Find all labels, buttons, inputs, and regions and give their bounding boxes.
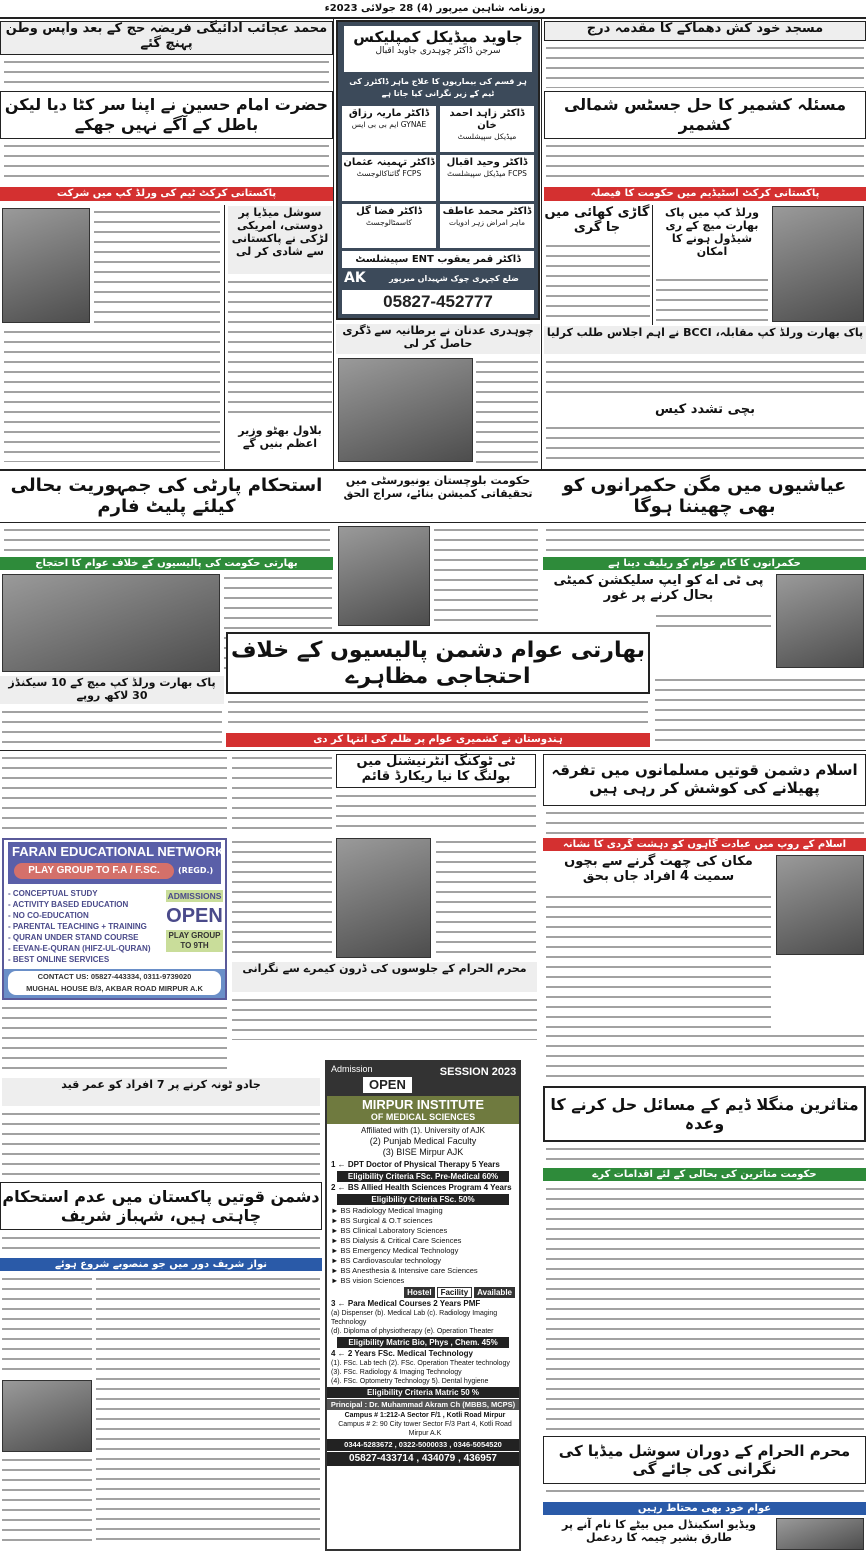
headline: پی ٹی اے کو ایپ سلیکشن کمیٹی بحال کرنے پر غور (546, 574, 771, 608)
available-label: Available (474, 1287, 515, 1298)
headline: پاک بھارت ورلڈ کپ مقابلہ، BCCI نے اہم اجلاس طلب کرلیا (544, 326, 866, 354)
headline: حکومت بلوچستان یونیورسٹی میں تحقیقاتی کمیشن بنائے، سراج الحق (336, 474, 540, 520)
article-body (4, 142, 329, 182)
doctor-role: میڈیکل سپیشلسٹ (457, 132, 517, 141)
article-body (546, 809, 864, 834)
news-strip: ہندوستان نے کشمیری عوام پر ظلم کی انتہا کر دی (226, 733, 650, 747)
doctor-name: ڈاکٹر تہمینہ عثمان (343, 157, 435, 168)
divider (0, 17, 866, 19)
main-headline-banner: بھارتی عوام دشمن پالیسیوں کے خلاف احتجاجی مظاہرے (226, 632, 650, 694)
course-1: 1 ← DPT Doctor of Physical Therapy 5 Years (331, 1160, 500, 1169)
article-body (2, 754, 227, 832)
news-photo (336, 838, 431, 958)
headline: پاک بھارت ورلڈ کپ میچ کے 10 سیکنڈز 30 لاکھ روپے (0, 676, 224, 704)
article-body (436, 838, 536, 958)
ad-regd: (REGD.) (178, 866, 214, 875)
facility-label: Facility (437, 1287, 473, 1298)
divider (333, 19, 334, 469)
doctor-card (342, 155, 436, 201)
doctor-name: ڈاکٹر فضا گل (356, 206, 422, 217)
ad-title-text: جاوید میڈیکل کمپلیکس (353, 28, 523, 46)
feature-item: - PARENTAL TEACHING + TRAINING (8, 922, 147, 931)
javed-medical-ad (336, 20, 540, 320)
article-body (4, 526, 330, 554)
news-strip: اسلام کے روپ میں عبادت گاہوں کو دہشت گردی کا نشانہ (543, 838, 866, 851)
article-body (228, 698, 648, 728)
divider (0, 750, 866, 751)
feature-item: - EEVAN-E-QURAN (HIFZ-UL-QURAN) (8, 944, 151, 953)
campus: Campus # 2: 90 City tower Sector F/3 Part 4, Kotli Road Mirpur A.K (338, 1421, 512, 1437)
doctor-name: ڈاکٹر زاہد احمد خان (449, 108, 525, 131)
article-body (2, 1004, 227, 1074)
article-body (2, 708, 222, 746)
ad-subtitle: PLAY GROUP TO F.A / F.SC. (14, 863, 174, 879)
eligibility: Eligibility Criteria FSc. 50% (337, 1194, 509, 1205)
ad-title: FARAN EDUCATIONAL NETWORK (12, 844, 225, 859)
headline: بچی تشدد کیس (544, 403, 866, 420)
course-4: 4 ← 2 Years FSc. Medical Technology (331, 1349, 473, 1358)
bs-program: ► BS Clinical Laboratory Sciences (331, 1226, 448, 1235)
article-body (2, 1234, 320, 1254)
article-body (546, 1487, 864, 1499)
group-photo (2, 574, 220, 672)
session-label: SESSION 2023 (439, 1066, 517, 1078)
ad-tagline: ہر قسم کی بیماریوں کا علاج ماہر ڈاکٹرز کی ٹیم کے زیر نگرانی کیا جاتا ہے (349, 77, 527, 98)
news-strip: بھارتی حکومت کی پالیسیوں کے خلاف عوام کا احتجاج (0, 557, 333, 570)
faran-educational-ad (2, 838, 227, 1000)
headline: مسجد خود کش دھماکے کا مقدمہ درج (544, 21, 866, 41)
article-body (546, 242, 650, 322)
doctor-card (440, 204, 534, 248)
hostel-label: Hostel (404, 1287, 434, 1298)
news-photo (776, 574, 864, 668)
headline: ویڈیو اسکینڈل میں بیٹے کا نام آنے پر طارق بشیر چیمہ کا ردعمل (546, 1518, 772, 1548)
headline-banner: محرم الحرام کے دوران سوشل میڈیا کی نگرانی کی جائے گی (543, 1436, 866, 1484)
eligibility: Eligibility Criteria Matric 50 % (327, 1387, 519, 1398)
article-body (546, 358, 864, 400)
phone-numbers: 05827-433714 , 434079 , 436957 (327, 1452, 519, 1466)
doctor-card (440, 106, 534, 152)
article-body (232, 754, 332, 832)
article-body (656, 612, 771, 634)
doctor-role: ماہر امراض زہر ادویات (448, 218, 525, 227)
headline-banner: استحکام پارٹی کی جمہوریت بحالی کیلئے پلیٹ فارم (0, 473, 333, 521)
article-body (2, 1456, 92, 1546)
admissions-label: ADMISSIONS (167, 891, 222, 901)
divider (541, 19, 542, 469)
doctor-role: کاسمٹالوجسٹ (366, 218, 412, 227)
doctor-role: FCPS گائناکالوجسٹ (356, 169, 422, 178)
headline: بلاول بھٹو وزیر اعظم بنیں گے (228, 424, 332, 464)
bs-program: ► BS vision Sciences (331, 1276, 405, 1285)
news-strip: پاکستانی کرکٹ اسٹیڈیم میں حکومت کا فیصلہ (544, 187, 866, 201)
graduation-photo (338, 358, 473, 462)
headline: جادو ٹونہ کرنے پر 7 افراد کو عمر قید (2, 1078, 320, 1106)
headline-banner: دشمن قوتیں پاکستان میں عدم استحکام چاہتی ہیں، شہباز شریف (0, 1182, 322, 1230)
article-body (546, 526, 864, 554)
headline: محرم الحرام کے جلوسوں کی ڈرون کیمرے سے نگرانی (232, 962, 537, 992)
news-photo (338, 526, 430, 626)
news-strip: عوام خود بھی محتاط رہیں (543, 1502, 866, 1515)
affiliation: (3) BISE Mirpur AJK (382, 1147, 464, 1157)
institute-title: MIRPUR INSTITUTE (361, 1097, 485, 1112)
headline-banner: عیاشیوں میں مگن حکمرانوں کو بھی چھیننا ہوگا (543, 473, 866, 521)
article-body (546, 44, 864, 88)
feature-item: - NO CO-EDUCATION (8, 911, 89, 920)
news-photo (2, 208, 90, 323)
course-2: 2 ← BS Allied Health Sciences Program 4 Years (331, 1183, 512, 1192)
headline: چوہدری عدنان نے برطانیہ سے ڈگری حاصل کر لی (336, 324, 540, 354)
headline: گاڑی کھائی میں جا گری (544, 206, 650, 238)
contact-phone: CONTACT US: 05827-443334, 0311-9739020 (37, 972, 192, 981)
news-strip: حکمرانوں کا کام عوام کو ریلیف دینا ہے (543, 557, 866, 570)
course-detail: (d). Diploma of physiotherapy (e). Operation Theater (331, 1328, 494, 1335)
article-body (2, 1275, 92, 1375)
mirpur-institute-ad (325, 1060, 521, 1551)
news-strip: نواز شریف دور میں جو منصوبے شروع ہوئے (0, 1258, 322, 1271)
ent-doctor: ڈاکٹر قمر یعقوب ENT سپیشلسٹ (342, 251, 534, 268)
article-body (232, 996, 537, 1040)
article-body (434, 526, 538, 626)
news-photo (2, 1380, 92, 1452)
feature-item: - CONCEPTUAL STUDY (8, 889, 98, 898)
divider (0, 469, 866, 471)
feature-item: - QURAN UNDER STAND COURSE (8, 933, 139, 942)
hostel-badge (331, 1287, 515, 1298)
bs-program: ► BS Emergency Medical Technology (331, 1246, 459, 1255)
eligibility: Eligibility Matric Bio, Phys , Chem. 45% (337, 1337, 509, 1348)
doctor-name: ڈاکٹر وحید اقبال (446, 157, 528, 168)
article-body (228, 278, 332, 420)
affiliation: Affiliated with (1). University of AJK (361, 1126, 485, 1135)
bs-program: ► BS Cardiovascular technology (331, 1256, 441, 1265)
article-body (2, 1110, 320, 1178)
article-body (96, 1275, 320, 1547)
doctor-name: ڈاکٹر محمد عاطف (442, 206, 532, 217)
article-body (546, 1032, 864, 1082)
affiliation: (2) Punjab Medical Faculty (369, 1136, 477, 1146)
news-photo (776, 855, 864, 955)
course-detail: (1). FSc. Lab tech (2). FSc. Operation Theater technology (331, 1360, 510, 1367)
news-photo (772, 206, 864, 322)
article-body (476, 358, 538, 464)
headline: سوشل میڈیا پر دوستی، امریکی لڑکی نے پاکستانی سے شادی کر لی (228, 206, 332, 274)
open-label: OPEN (166, 905, 223, 927)
mobile-numbers: 0344-5283672 , 0322-5000033 , 0346-5054520 (327, 1439, 519, 1451)
contact-box (8, 971, 221, 995)
feature-item: - BEST ONLINE SERVICES (8, 955, 110, 964)
headline: محمد عجائب ادائیگی فریضہ حج کے بعد واپس وطن پہنچ گئے (0, 21, 333, 55)
ad-phone: 05827-452777 (342, 290, 534, 314)
feature-item: - ACTIVITY BASED EDUCATION (8, 900, 129, 909)
admission-label: Admission (331, 1064, 373, 1074)
headline: مکان کی چھت گرنے سے بچوں سمیت 4 افراد جاں بحق (546, 855, 771, 889)
course-detail: (3). FSc. Radiology & Imaging Technology (331, 1369, 462, 1376)
doctor-role: FCPS میڈیکل سپیشلسٹ (447, 169, 527, 178)
course-detail: (4). FSc. Optometry Technology 5). Dental hygiene (331, 1378, 489, 1385)
bs-program: ► BS Anesthesia & Intensive care Sciences (331, 1266, 478, 1275)
bs-program: ► BS Dialysis & Critical Care Sciences (331, 1236, 462, 1245)
course-3: 3 ← Para Medical Courses 2 Years PMF (331, 1299, 481, 1308)
doctor-role: GYNAE ایم بی بی ایس (351, 120, 427, 129)
campus: Campus # 1:212-A Sector F/1 , Kotli Road Mirpur (344, 1412, 506, 1419)
news-photo (776, 1518, 864, 1550)
article-body (4, 58, 329, 88)
bs-program: ► BS Surgical & O.T sciences (331, 1216, 433, 1225)
date-line: روزنامہ شاہین میرپور (4) 28 جولائی 2023ء (290, 2, 580, 15)
contact-address: MUGHAL HOUSE B/3, AKBAR ROAD MIRPUR A.K (26, 984, 203, 993)
bs-program: ► BS Radiology Medical Imaging (331, 1206, 443, 1215)
article-body (656, 276, 768, 322)
doctor-card (342, 204, 436, 248)
open-label: OPEN (363, 1077, 412, 1093)
divider (0, 522, 866, 523)
ad-title (344, 26, 532, 72)
article-body (232, 838, 332, 958)
news-strip: پاکستانی کرکٹ ٹیم کی ورلڈ کپ میں شرکت (0, 187, 333, 201)
article-body (546, 142, 864, 182)
article-body (546, 1185, 864, 1430)
principal: Principal : Dr. Muhammad Akram Ch (MBBS, MCPS) (327, 1399, 519, 1410)
headline-banner: اسلام دشمن قوتیں مسلمانوں میں تفرقہ پھیلانے کی کوشش کر رہی ہیں (543, 754, 866, 806)
article-body (4, 328, 220, 462)
play-group-label: PLAY GROUP TO 9TH (166, 930, 223, 952)
ad-address: ضلع کچہری چوک شہیداں میرپور (389, 274, 519, 283)
doctor-card (440, 155, 534, 201)
article-body (655, 676, 865, 746)
article-body (546, 424, 864, 466)
headline: ورلڈ کپ میں پاک بھارت میچ کے ری شیڈول ہونے کا امکان (655, 206, 769, 272)
article-body (336, 792, 536, 832)
divider (652, 205, 653, 325)
course-detail: (a) Dispenser (b). Medical Lab (c). Radiology Imaging Technology (331, 1310, 498, 1326)
news-strip: حکومت متاثرین کی بحالی کے لئے اقدامات کرے (543, 1168, 866, 1181)
eligibility: Eligibility Criteria FSc. Pre-Medical 60% (337, 1171, 509, 1182)
divider (224, 205, 225, 469)
headline-banner: حضرت امام حسین نے اپنا سر کٹا دیا لیکن باطل کے آگے نہیں جھکے (0, 91, 333, 139)
doctor-name: ڈاکٹر ماریہ رزاق (348, 108, 430, 119)
article-body (546, 893, 771, 1028)
headline-banner: مسئلہ کشمیر کا حل جسٹس شمالی کشمیر (544, 91, 866, 139)
article-body (546, 1145, 864, 1165)
doctor-card (342, 106, 436, 152)
ad-ak: AK (344, 270, 366, 286)
article-body (94, 208, 220, 323)
ad-patron: سرجن ڈاکٹر چوہدری جاوید اقبال (375, 46, 501, 56)
institute-subtitle: OF MEDICAL SCIENCES (370, 1112, 476, 1122)
headline-banner: متاثرین منگلا ڈیم کے مسائل حل کرنے کا وعدہ (543, 1086, 866, 1142)
headline: ٹی ٹوکنگ انٹرنیشنل میں بولنگ کا نیا ریکارڈ قائم (336, 754, 536, 788)
